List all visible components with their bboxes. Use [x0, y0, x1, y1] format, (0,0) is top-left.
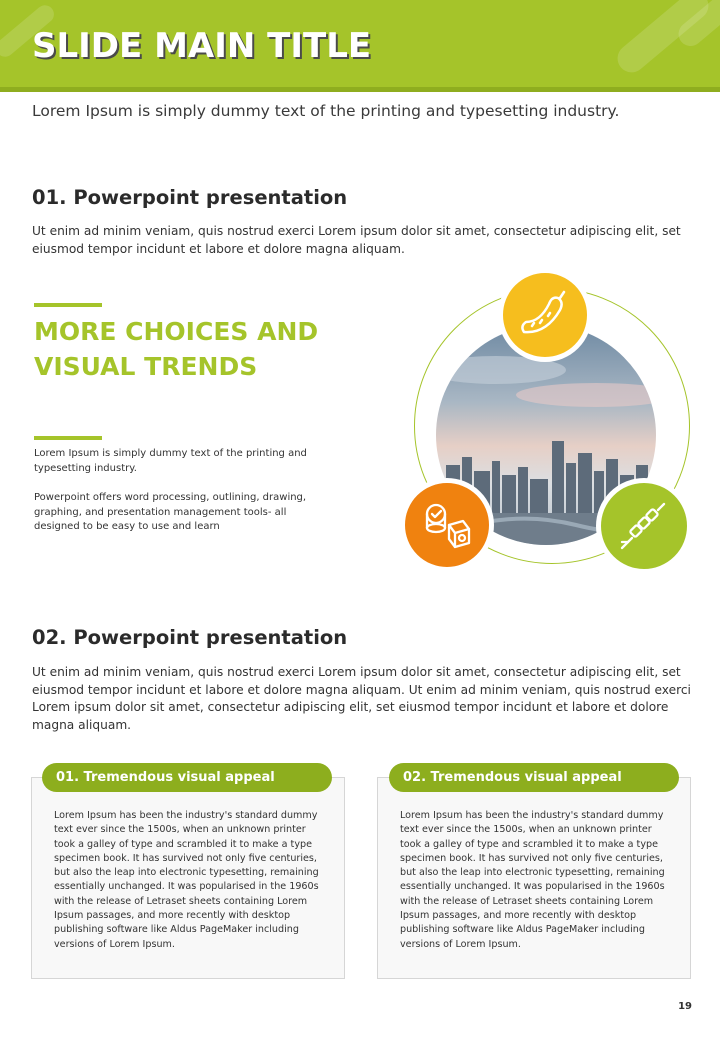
skewer-icon	[614, 496, 674, 556]
section-1-heading: 01. Powerpoint presentation	[32, 186, 348, 209]
section-2-text: Ut enim ad minim veniam, quis nostrud exerci Lorem ipsum dolor sit amet, consectetur adipiscing elit, set eiusmod tempor incidunt et labore et dolore magna aliquam. Ut enim ad minim veniam, quis nostrud exerci Lorem ipsum dolor sit amet, consectetur adipiscing elit, set eiusmod tempor incidunt et labore et dolore magna aliquam.	[32, 665, 691, 732]
dice-coins-icon	[417, 495, 477, 555]
header-stripe	[0, 87, 720, 92]
sausage-icon	[516, 286, 574, 344]
slide-subtitle: Lorem Ipsum is simply dummy text of the printing and typesetting industry.	[32, 102, 620, 120]
sausage-badge	[498, 268, 592, 362]
slide-title: SLIDE MAIN TITLE	[32, 26, 372, 66]
card-text: Lorem Ipsum has been the industry's standard dummy text ever since the 1500s, when an unknown printer took a galley of type and scrambled it to make a type specimen book. It has survived not only five centuries, but also the leap into electronic typesetting, remaining essentially unchanged. It was popularised in the 1960s with the release of Letraset sheets containing Lorem Ipsum passages, and more recently with desktop publishing software like Aldus PageMaker including versions of Lorem Ipsum.	[54, 810, 319, 950]
dice-coins-badge	[400, 478, 494, 572]
card-title: 01. Tremendous visual appeal	[42, 763, 332, 792]
feature-paragraph-2: Powerpoint offers word processing, outlining, drawing, graphing, and presentation management tools- all designed to be easy to use and learn	[34, 492, 307, 532]
section-1-text: Ut enim ad minim veniam, quis nostrud exerci Lorem ipsum dolor sit amet, consectetur adipiscing elit, set eiusmod tempor incidunt et labore et dolore magna aliquam.	[32, 224, 681, 256]
feature-heading: MORE CHOICES AND VISUAL TRENDS	[34, 317, 319, 381]
section-2-heading: 02. Powerpoint presentation	[32, 626, 348, 649]
feature-paragraph-1: Lorem Ipsum is simply dummy text of the printing and typesetting industry.	[34, 448, 307, 474]
card-title: 02. Tremendous visual appeal	[389, 763, 679, 792]
accent-bar	[34, 303, 102, 307]
card-text: Lorem Ipsum has been the industry's standard dummy text ever since the 1500s, when an unknown printer took a galley of type and scrambled it to make a type specimen book. It has survived not only five centuries, but also the leap into electronic typesetting, remaining essentially unchanged. It was popularised in the 1960s with the release of Letraset sheets containing Lorem Ipsum passages, and more recently with desktop publishing software like Aldus PageMaker including versions of Lorem Ipsum.	[400, 810, 665, 950]
page-number: 19	[678, 1001, 692, 1012]
accent-bar	[34, 436, 102, 440]
skewer-badge	[596, 478, 692, 574]
